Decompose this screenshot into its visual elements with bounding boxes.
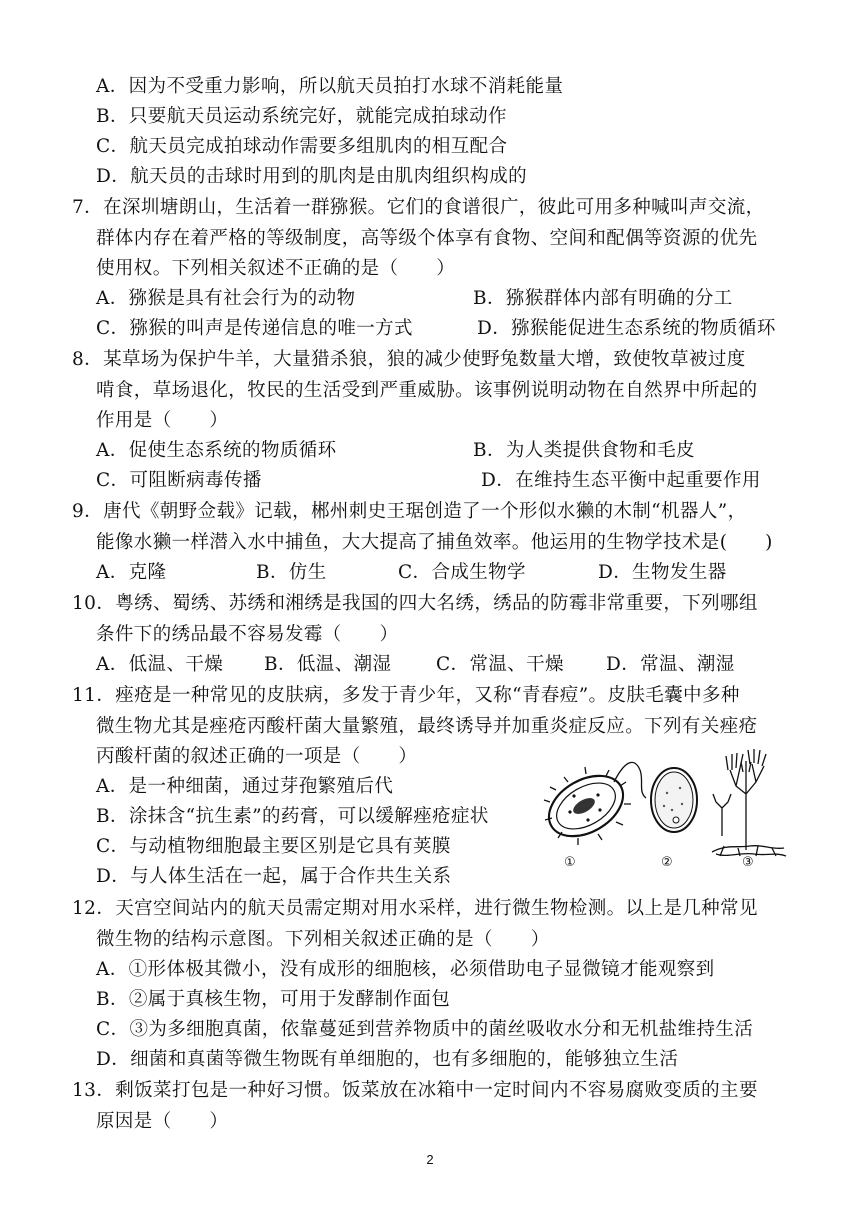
q11-option-c: C．与动植物细胞最主要区别是它具有荚膜 [96,836,451,857]
figure-label-3: ③ [742,855,754,870]
q12-option-b: B．②属于真核生物，可用于发酵制作面包 [96,989,451,1010]
microorganism-figure [540,748,800,870]
q7-stem-line-1: 7．在深圳塘朗山，生活着一群猕猴。它们的食谱很广，彼此可用多种喊叫声交流， [72,197,765,218]
q6-option-a: A．因为不受重力影响，所以航天员拍打水球不消耗能量 [96,76,564,97]
q7-option-c: C．猕猴的叫声是传递信息的唯一方式 [96,318,413,339]
q8-stem-line-3: 作用是（ ） [96,410,229,431]
q7-stem-line-2: 群体内存在着严格的等级制度，高等级个体享有食物、空间和配偶等资源的优先 [96,228,758,249]
q11-option-d: D．与人体生活在一起，属于合作共生关系 [96,866,452,887]
yeast-illustration [651,768,697,832]
bacterium-illustration [540,762,646,848]
q11-stem-line-2: 微生物尤其是痤疮丙酸杆菌大量繁殖，最终诱导并加重炎症反应。下列有关痤疮 [96,716,758,737]
q10-option-c: C．常温、干燥 [436,654,564,675]
mold-illustration [712,749,786,856]
q7-option-a: A．猕猴是具有社会行为的动物 [96,288,356,309]
q13-stem-line-1: 13．剩饭菜打包是一种好习惯。饭菜放在冰箱中一定时间内不容易腐败变质的主要 [72,1080,758,1101]
q12-option-c: C．③为多细胞真菌，依靠蔓延到营养物质中的菌丝吸收水分和无机盐维持生活 [96,1019,754,1040]
q12-option-d: D．细菌和真菌等微生物既有单细胞的，也有多细胞的，能够独立生活 [96,1049,679,1070]
q9-option-c: C．合成生物学 [398,562,526,583]
figure-label-1: ① [564,855,576,870]
q9-option-d: D．生物发生器 [598,562,727,583]
q10-option-d: D．常温、潮湿 [606,654,735,675]
q8-option-c: C．可阻断病毒传播 [96,470,262,491]
q9-option-b: B．仿生 [256,562,327,583]
q12-stem-line-2: 微生物的结构示意图。下列相关叙述正确的是（ ） [96,929,550,950]
q10-stem-line-2: 条件下的绣品最不容易发霉（ ） [96,624,399,645]
q8-option-b: B．为人类提供食物和毛皮 [473,440,695,461]
q12-option-a: A．①形体极其微小，没有成形的细胞核，必须借助电子显微镜才能观察到 [96,959,715,980]
q10-option-a: A．低温、干燥 [96,654,224,675]
q11-stem-line-3: 丙酸杆菌的叙述正确的一项是（ ） [96,746,418,767]
figure-label-2: ② [661,855,673,870]
q11-option-b: B．涂抹含“抗生素”的药膏，可以缓解痤疮症状 [96,806,489,827]
q8-stem-line-2: 啃食，草场退化，牧民的生活受到严重威胁。该事例说明动物在自然界中所起的 [96,380,758,401]
q13-stem-line-2: 原因是（ ） [96,1111,229,1132]
page-number: 2 [426,1152,434,1167]
q12-stem-line-1: 12．天宫空间站内的航天员需定期对用水采样，进行微生物检测。以上是几种常见 [72,898,758,919]
q11-option-a: A．是一种细菌，通过芽孢繁殖后代 [96,776,394,797]
q10-option-b: B．低温、潮湿 [264,654,392,675]
q9-option-a: A．克隆 [96,562,167,583]
q9-stem-line-1: 9．唐代《朝野佥载》记载，郴州刺史王琚创造了一个形似水獭的木制“机器人”， [72,501,747,522]
q6-option-d: D．航天员的击球时用到的肌肉是由肌肉组织构成的 [96,166,528,187]
q6-option-b: B．只要航天员运动系统完好，就能完成拍球动作 [96,106,507,127]
q6-option-c: C．航天员完成拍球动作需要多组肌肉的相互配合 [96,136,508,157]
q7-option-d: D．猕猴能促进生态系统的物质循环 [477,318,776,339]
q9-stem-line-2: 能像水獭一样潜入水中捕鱼，大大提高了捕鱼效率。他运用的生物学技术是( ) [96,532,773,553]
q10-stem-line-1: 10．粤绣、蜀绣、苏绣和湘绣是我国的四大名绣，绣品的防霉非常重要，下列哪组 [72,593,758,614]
q11-stem-line-1: 11．痤疮是一种常见的皮肤病，多发于青少年，又称“青春痘”。皮肤毛囊中多种 [72,685,740,706]
q7-stem-line-3: 使用权。下列相关叙述不正确的是（ ） [96,258,456,279]
q8-option-d: D．在维持生态平衡中起重要作用 [481,470,761,491]
q7-option-b: B．猕猴群体内部有明确的分工 [473,288,733,309]
q8-stem-line-1: 8．某草场为保护牛羊，大量猎杀狼，狼的减少使野兔数量大增，致使牧草被过度 [72,349,746,370]
q8-option-a: A．促使生态系统的物质循环 [96,440,337,461]
